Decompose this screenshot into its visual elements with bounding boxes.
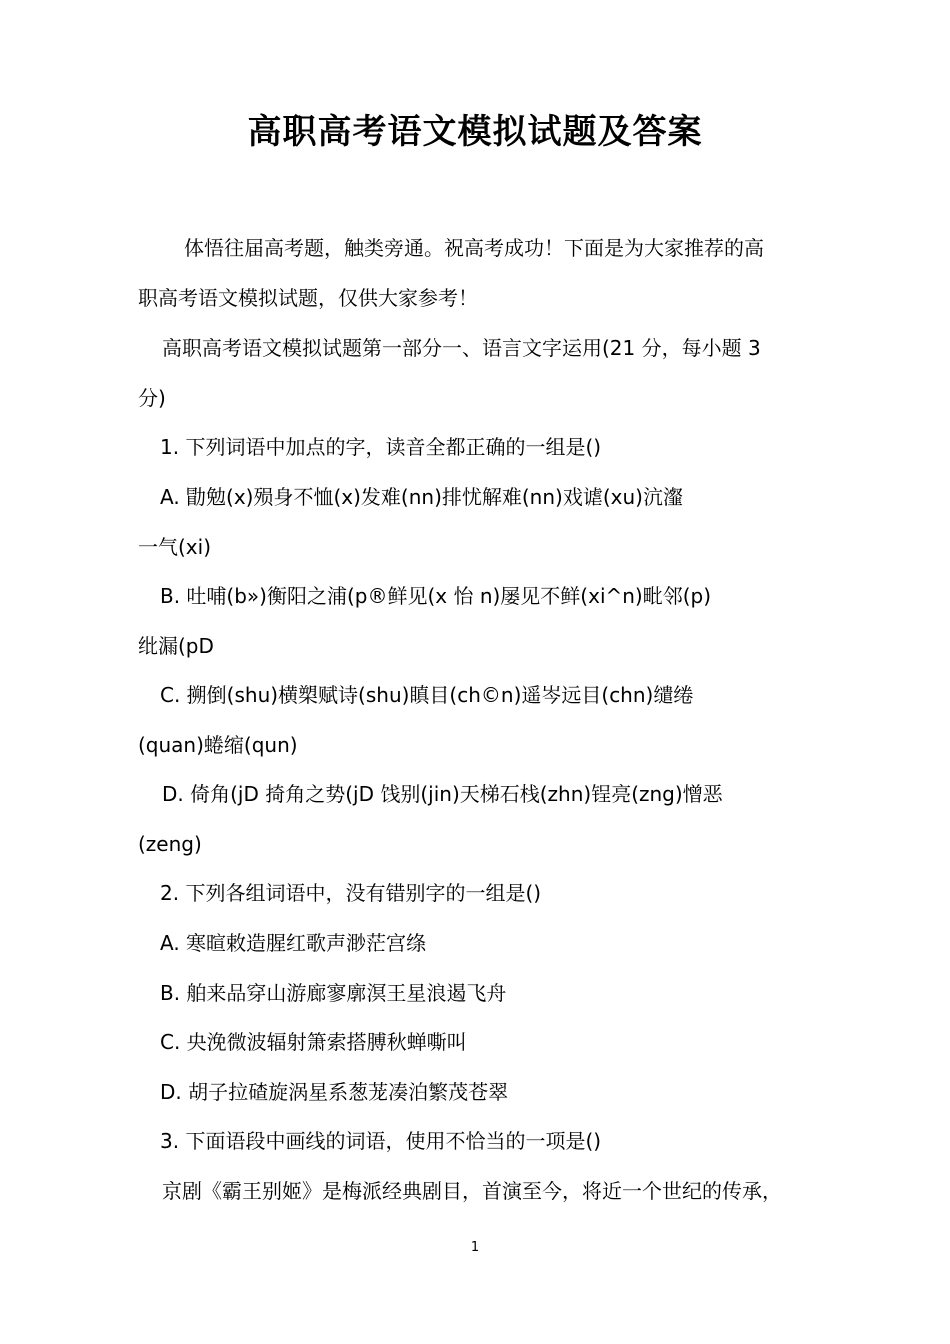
option-line: C. 央浼微波辐射箫索搭膊秋蝉嘶叫 — [160, 1030, 467, 1054]
question-line: 3. 下面语段中画线的词语，使用不恰当的一项是() — [160, 1129, 602, 1153]
option-line: C. 搠倒(shu)横槊赋诗(shu)瞋目(ch©n)遥岑远目(chn)缱绻 — [160, 683, 694, 707]
document-title: 高职高考语文模拟试题及答案 — [247, 112, 703, 152]
option-line: A. 寒暄敕造腥红歌声渺茫宫绦 — [160, 931, 427, 955]
paragraph-line: 高职高考语文模拟试题第一部分一、语言文字运用(21 分，每小题 3 — [162, 336, 761, 360]
option-line: B. 吐哺(b»)衡阳之浦(p®鲜见(x 怡 n)屡见不鲜(xi^n)毗邻(p) — [160, 584, 712, 608]
option-line: (zeng) — [138, 832, 202, 856]
question-line: 2. 下列各组词语中，没有错别字的一组是() — [160, 881, 542, 905]
paragraph-line: 体悟往届高考题，触类旁通。祝高考成功！下面是为大家推荐的高 — [184, 236, 764, 260]
option-line: B. 舶来品穿山游廊寥廓溟王星浪遏飞舟 — [160, 981, 507, 1005]
option-line: D. 胡子拉碴旋涡星系葱茏凑泊繁茂苍翠 — [160, 1080, 509, 1104]
paragraph-line: 京剧《霸王别姬》是梅派经典剧目，首演至今，将近一个世纪的传承， — [162, 1179, 782, 1203]
page-number: 1 — [470, 1240, 480, 1255]
option-line: A. 勖勉(x)殒身不恤(x)发难(nn)排忧解难(nn)戏谑(xu)沆瀣 — [160, 485, 683, 509]
option-line: D. 倚角(jD 掎角之势(jD 饯别(jin)天梯石栈(zhn)锃亮(zng)憎恶 — [162, 782, 723, 806]
option-line: 纰漏(pD — [138, 634, 214, 658]
paragraph-line: 分) — [138, 386, 166, 410]
question-line: 1. 下列词语中加点的字，读音全都正确的一组是() — [160, 435, 602, 459]
paragraph-line: 职高考语文模拟试题，仅供大家参考！ — [138, 286, 478, 310]
option-line: (quan)蜷缩(qun) — [138, 733, 298, 757]
option-line: 一气(xi) — [138, 535, 211, 559]
